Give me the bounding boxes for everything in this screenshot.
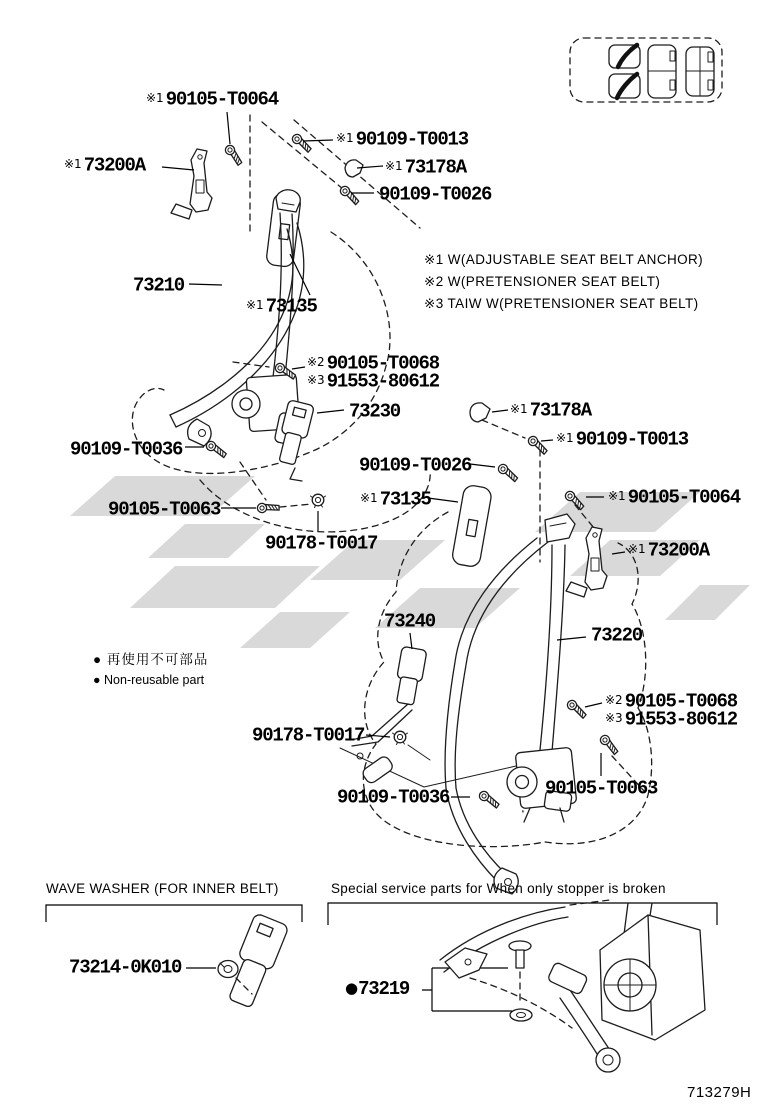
bolt-90105-T0064-left [222, 144, 246, 166]
part-number: 73210 [133, 274, 185, 297]
remark-ref: ※1 [556, 431, 574, 445]
part-number: 90109-T0036 [337, 786, 450, 809]
part-label-73135-left[interactable] [246, 296, 317, 317]
part-label-90109-T0036-left[interactable] [68, 439, 182, 460]
remark-ref: ※1 [360, 491, 378, 505]
part-label-73220[interactable] [589, 625, 642, 646]
remark-note-2: ※2 W(PRETENSIONER SEAT BELT) [424, 274, 661, 289]
part-label-90178-T0017-left[interactable] [263, 533, 377, 554]
part-number: 90105-T0064 [627, 486, 740, 509]
remark-ref: ※2 [307, 355, 325, 369]
remark-ref: ※1 [608, 489, 626, 503]
part-number: 91553-80612 [326, 370, 439, 393]
part-number: 73178A [529, 399, 591, 422]
wave-washer-section-title: WAVE WASHER (FOR INNER BELT) [46, 881, 279, 896]
part-number: 90178-T0017 [252, 724, 365, 747]
remark-ref: ※3 [307, 373, 325, 387]
part-label-73214-0K010[interactable] [67, 957, 181, 978]
nut-90178-T0017-bottom [393, 731, 408, 744]
part-number: 90178-T0017 [265, 532, 378, 555]
non-reusable-bullet: ● [345, 979, 359, 997]
pillar-trim-73135-right [451, 484, 492, 568]
remark-ref: ※3 [605, 711, 623, 725]
bolt-90109-T0013-right [526, 435, 550, 455]
nut-90178-T0017-left [311, 494, 326, 507]
part-number: 90105-T0068 [326, 352, 439, 375]
part-label-73230[interactable] [347, 401, 400, 422]
part-label-90105-T0063-bottom[interactable] [543, 778, 657, 799]
non-reusable-note [93, 649, 208, 691]
part-number: 73220 [591, 624, 643, 647]
part-number: 73178A [404, 156, 466, 179]
remark-note-3: ※3 TAIW W(PRETENSIONER SEAT BELT) [424, 296, 699, 311]
bolt-90109-T0026-left [338, 185, 362, 205]
part-label-73210[interactable] [131, 275, 184, 296]
remark-ref: ※1 [385, 159, 403, 173]
part-label-90178-T0017-bottom[interactable] [250, 725, 364, 746]
part-number: 73200A [647, 539, 709, 562]
part-number: 90109-T0026 [379, 183, 492, 206]
part-label-91553-80612-right[interactable] [605, 709, 737, 730]
part-number: 90109-T0013 [355, 128, 468, 151]
part-number: 73240 [384, 610, 436, 633]
part-number: 90105-T0068 [624, 690, 737, 713]
wave-washer-73214 [218, 961, 238, 978]
part-number: 73230 [349, 400, 401, 423]
part-label-90105-T0064-left[interactable] [146, 89, 278, 110]
part-number: 91553-80612 [624, 708, 737, 731]
special-service-section-title: Special service parts for When only stopper is broken [331, 881, 666, 896]
buckle-73230-foot [290, 468, 302, 481]
part-number: 90105-T0064 [165, 88, 278, 111]
remark-note-1: ※1 W(ADJUSTABLE SEAT BELT ANCHOR) [424, 252, 704, 267]
part-number: 73135 [265, 295, 317, 318]
remark-ref: ※1 [510, 402, 528, 416]
bolt-90105-T0063-bottom [598, 734, 622, 755]
remark-ref: ※1 [64, 157, 82, 171]
part-label-90105-T0063-left[interactable] [106, 499, 220, 520]
figure-code: 713279H [687, 1084, 752, 1101]
part-number: 73219 [358, 978, 410, 1000]
non-reusable-note-en: ● Non-reusable part [93, 673, 205, 687]
part-label-90105-T0064-right[interactable] [608, 487, 740, 508]
clip-73178A-right [470, 403, 490, 422]
remark-ref: ※1 [336, 131, 354, 145]
part-number: 90109-T0013 [575, 428, 688, 451]
non-reusable-note-jp: ● 再使用不可部品 [93, 652, 209, 667]
part-label-73135-right[interactable] [360, 489, 431, 510]
part-label-90109-T0013-left[interactable] [336, 129, 468, 150]
part-number: 90105-T0063 [545, 777, 658, 800]
part-label-90109-T0026-right[interactable] [357, 455, 471, 476]
remark-ref: ※1 [246, 298, 264, 312]
part-label-91553-80612-left[interactable] [307, 371, 439, 392]
inner-belt-73240 [350, 646, 427, 785]
bolt-90109-T0036-left [204, 440, 228, 458]
part-number: 90105-T0063 [108, 498, 221, 521]
clip-73178A-left [345, 160, 363, 177]
part-number: 90109-T0036 [70, 438, 183, 461]
bolt-90109-T0013-left [290, 133, 314, 153]
bolt-90105-T0063-left [256, 499, 280, 515]
part-label-73240[interactable] [382, 611, 435, 632]
stopper-washer-73219 [510, 1009, 532, 1021]
adjustable-anchor-73200A-left [171, 149, 212, 219]
part-label-90109-T0036-bottom[interactable] [335, 787, 449, 808]
part-number: 90109-T0026 [359, 454, 472, 477]
bolt-90109-T0026-right [496, 463, 520, 482]
remark-ref: ※2 [605, 693, 623, 707]
remark-ref: ※1 [628, 542, 646, 556]
part-number: 73135 [379, 488, 431, 511]
part-label-90109-T0013-right[interactable] [556, 429, 688, 450]
part-number: 73214-0K010 [69, 956, 182, 979]
part-label-73178A-left[interactable] [385, 157, 466, 178]
part-label-73200A-right[interactable] [628, 540, 709, 561]
part-label-73178A-right[interactable] [510, 400, 591, 421]
bolt-90105-T0068-right [565, 699, 589, 719]
part-label-73219[interactable] [345, 979, 409, 999]
vehicle-seat-map-icon [570, 38, 722, 102]
remark-ref: ※1 [146, 91, 164, 105]
bolt-90109-T0036-bottom [477, 790, 501, 808]
part-number: 73200A [83, 154, 145, 177]
remark-notes [424, 249, 703, 315]
seat-belt-assembly-outer-right [445, 484, 607, 894]
part-label-73200A-left[interactable] [64, 155, 145, 176]
part-label-90109-T0026-left[interactable] [377, 184, 491, 205]
